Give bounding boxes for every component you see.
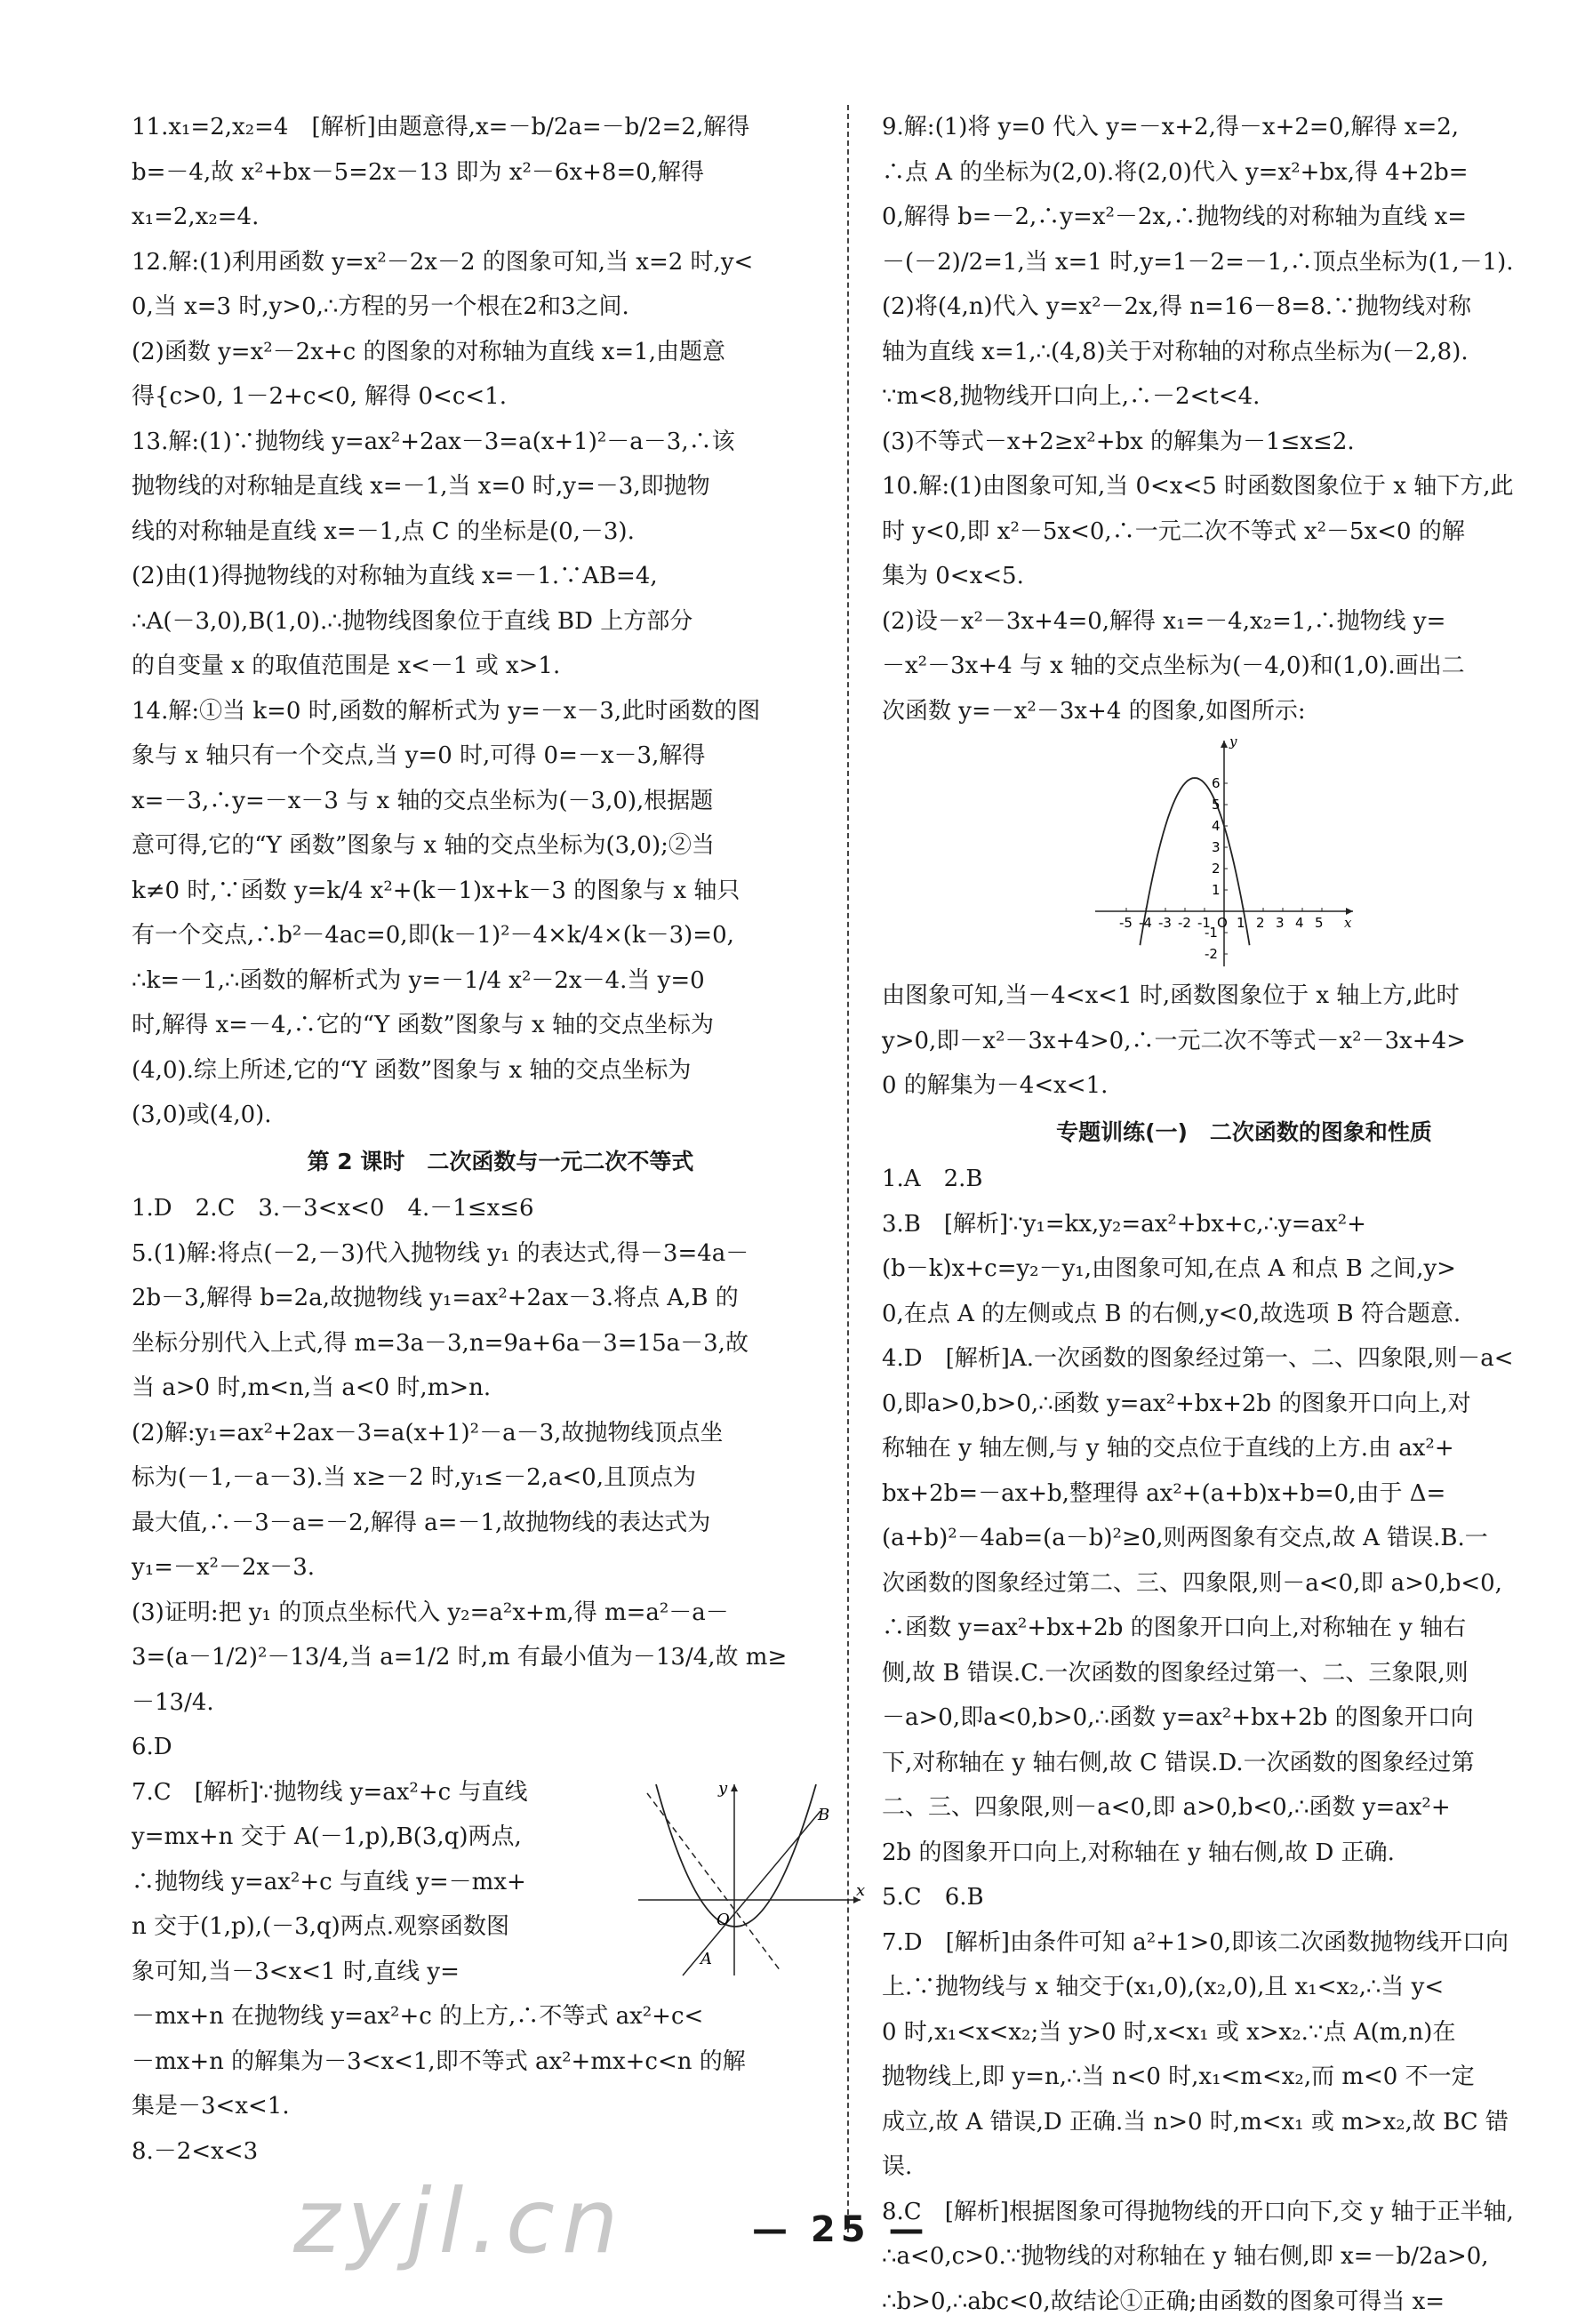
text-line: ∴函数 y=ax²+bx+2b 的图象开口向上,对称轴在 y 轴右: [882, 1606, 1593, 1651]
text-line: －x²－3x+4 与 x 轴的交点坐标为(－4,0)和(1,0).画出二: [882, 644, 1593, 689]
text-line: 3.B [解析]∵y₁=kx,y₂=ax²+bx+c,∴y=ax²+: [882, 1202, 1593, 1247]
x-tick-label: -4: [1139, 915, 1152, 931]
text-line: 0,当 x=3 时,y>0,∴方程的另一个根在2和3之间.: [132, 284, 869, 330]
special-answer-3: [882, 1202, 1593, 1337]
y-tick-label: 1: [1212, 882, 1221, 898]
text-line: 13.解:(1)∵抛物线 y=ax²+2ax－3=a(x+1)²－a－3,∴该: [132, 420, 869, 465]
text-line: －a>0,即a<0,b>0,∴函数 y=ax²+bx+2b 的图象开口向: [882, 1695, 1593, 1741]
text-line: 12.解:(1)利用函数 y=x²－2x－2 的图象可知,当 x=2 时,y<: [132, 240, 869, 285]
text-line: ∴抛物线 y=ax²+c 与直线 y=－mx+: [132, 1860, 612, 1905]
y-tick-label: -2: [1205, 946, 1218, 962]
page-number: — 25 —: [752, 2209, 930, 2250]
special-answers-5-6: 5.C 6.B: [882, 1875, 1593, 1920]
text-line: 有一个交点,∴b²－4ac=0,即(k－1)²－4×k/4×(k－3)=0,: [132, 913, 869, 958]
x-tick-label: 3: [1276, 915, 1285, 931]
special-training-title: 专题训练(一) 二次函数的图象和性质: [882, 1110, 1593, 1156]
text-line: x=－3,∴y=－x－3 与 x 轴的交点坐标为(－3,0),根据题: [132, 779, 869, 824]
text-line: 抛物线的对称轴是直线 x=－1,当 x=0 时,y=－3,即抛物: [132, 464, 869, 509]
text-line: (3,0)或(4,0).: [132, 1093, 869, 1138]
x-axis-arrow: [1346, 908, 1353, 915]
text-line: 称轴在 y 轴左侧,与 y 轴的交点位于直线的上方.由 ax²+: [882, 1426, 1593, 1471]
graph7-a-label: A: [699, 1950, 712, 1968]
answer-5: [132, 1231, 869, 1726]
text-line: 9.解:(1)将 y=0 代入 y=－x+2,得－x+2=0,解得 x=2,: [882, 105, 1593, 150]
text-line: ∴A(－3,0),B(1,0).∴抛物线图象位于直线 BD 上方部分: [132, 599, 869, 645]
graph7-y-label: y: [717, 1779, 728, 1798]
answer-6: 6.D: [132, 1725, 869, 1770]
text-line: (3)证明:把 y₁ 的顶点坐标代入 y₂=a²x+m,得 m=a²－a－: [132, 1591, 869, 1636]
special-answer-7: [882, 1920, 1593, 2190]
special-answers-1-2: 1.A 2.B: [882, 1157, 1593, 1202]
text-line: 二、三、四象限,则－a<0,即 a>0,b<0,∴函数 y=ax²+: [882, 1785, 1593, 1831]
text-line: ∵m<8,抛物线开口向上,∴－2<t<4.: [882, 374, 1593, 420]
text-line: 5.(1)解:将点(－2,－3)代入抛物线 y₁ 的表达式,得－3=4a－: [132, 1231, 869, 1277]
text-line: (2)将(4,n)代入 y=x²－2x,得 n=16－8=8.∵抛物线对称: [882, 284, 1593, 330]
text-line: (2)由(1)得抛物线的对称轴为直线 x=－1.∵AB=4,: [132, 554, 869, 599]
text-line: bx+2b=－ax+b,整理得 ax²+(a+b)x+b=0,由于 Δ=: [882, 1471, 1593, 1517]
text-line: 最大值,∴－3－a=－2,解得 a=－1,故抛物线的表达式为: [132, 1501, 869, 1546]
x-axis-label: x: [1344, 915, 1352, 931]
text-line: n 交于(1,p),(－3,q)两点.观察函数图: [132, 1904, 612, 1950]
answer-10-part-b: [882, 974, 1593, 1109]
text-line: 侧,故 B 错误.C.一次函数的图象经过第一、二、三象限,则: [882, 1651, 1593, 1696]
graph7-o-label: O: [716, 1911, 730, 1929]
text-line: 次函数 y=－x²－3x+4 的图象,如图所示:: [882, 689, 1593, 734]
text-line: 0,即a>0,b>0,∴函数 y=ax²+bx+2b 的图象开口向上,对: [882, 1382, 1593, 1427]
text-line: ∴k=－1,∴函数的解析式为 y=－1/4 x²－2x－4.当 y=0: [132, 958, 869, 1004]
answer-12: [132, 240, 869, 420]
graph10-axes: [1095, 733, 1353, 966]
special-answer-4: [882, 1336, 1593, 1875]
text-line: 线的对称轴是直线 x=－1,点 C 的坐标是(0,－3).: [132, 509, 869, 555]
text-line: 下,对称轴在 y 轴右侧,故 C 错误.D.一次函数的图象经过第: [882, 1741, 1593, 1786]
y-tick-label: 5: [1212, 797, 1221, 813]
text-line: 7.D [解析]由条件可知 a²+1>0,即该二次函数抛物线开口向: [882, 1920, 1593, 1966]
left-column: [132, 105, 869, 2174]
watermark-text: zyjl.cn: [293, 2169, 625, 2273]
answer-14: [132, 689, 869, 1138]
x-tick-label: 4: [1295, 915, 1304, 931]
text-line: 轴为直线 x=1,∴(4,8)关于对称轴的对称点坐标为(－2,8).: [882, 330, 1593, 375]
text-line: 14.解:①当 k=0 时,函数的解析式为 y=－x－3,此时函数的图: [132, 689, 869, 734]
text-line: －mx+n 在抛物线 y=ax²+c 的上方,∴不等式 ax²+c<: [132, 1994, 869, 2040]
text-line: b=－4,故 x²+bx－5=2x－13 即为 x²－6x+8=0,解得: [132, 150, 869, 196]
x-tick-label: -2: [1178, 915, 1191, 931]
text-line: 坐标分别代入上式,得 m=3a－3,n=9a+6a－3=15a－3,故: [132, 1321, 869, 1366]
text-line: 象可知,当－3<x<1 时,直线 y=: [132, 1950, 612, 1995]
text-line: 2b 的图象开口向上,对称轴在 y 轴右侧,故 D 正确.: [882, 1831, 1593, 1876]
text-line: (b－k)x+c=y₂－y₁,由图象可知,在点 A 和点 B 之间,y>: [882, 1246, 1593, 1292]
x-tick-label: 1: [1237, 915, 1245, 931]
text-line: y=mx+n 交于 A(－1,p),B(3,q)两点,: [132, 1815, 612, 1860]
text-line: 抛物线上,即 y=n,∴当 n<0 时,x₁<m<x₂,而 m<0 不一定: [882, 2055, 1593, 2100]
text-line: 0 的解集为－4<x<1.: [882, 1063, 1593, 1109]
text-line: 误.: [882, 2144, 1593, 2190]
text-line: (2)解:y₁=ax²+2ax－3=a(x+1)²－a－3,故抛物线顶点坐: [132, 1411, 869, 1456]
text-line: ∴点 A 的坐标为(2,0).将(2,0)代入 y=x²+bx,得 4+2b=: [882, 150, 1593, 196]
text-line: 标为(－1,－a－3).当 x≥－2 时,y₁≤－2,a<0,且顶点为: [132, 1455, 869, 1501]
text-line: －mx+n 的解集为－3<x<1,即不等式 ax²+mx+c<n 的解: [132, 2040, 869, 2085]
text-line: 7.C [解析]∵抛物线 y=ax²+c 与直线: [132, 1770, 612, 1815]
answer-13: [132, 420, 869, 689]
text-line: ∴b>0,∴abc<0,故结论①正确;由函数的图象可得当 x=: [882, 2280, 1593, 2324]
text-line: 集是－3<x<1.: [132, 2084, 869, 2129]
text-line: －(－2)/2=1,当 x=1 时,y=1－2=－1,∴顶点坐标为(1,－1).: [882, 240, 1593, 285]
answer-10-part-a: [882, 464, 1593, 733]
x-tick-label: -3: [1158, 915, 1172, 931]
x-tick-label: -5: [1119, 915, 1133, 931]
y-tick-label: -1: [1205, 925, 1218, 941]
y-axis-arrow: [1221, 741, 1228, 748]
y-tick-label: 6: [1212, 775, 1221, 791]
text-line: 得{c>0, 1－2+c<0, 解得 0<c<1.: [132, 374, 869, 420]
text-line: 8.C [解析]根据图象可得抛物线的开口向下,交 y 轴于正半轴,: [882, 2190, 1593, 2235]
text-line: 0 时,x₁<x<x₂;当 y>0 时,x<x₁ 或 x>x₂.∵点 A(m,n)在: [882, 2010, 1593, 2056]
text-line: (2)函数 y=x²－2x+c 的图象的对称轴为直线 x=1,由题意: [132, 330, 869, 375]
answer-10-graph: [882, 733, 1593, 974]
text-line: k≠0 时,∵函数 y=k/4 x²+(k－1)x+k－3 的图象与 x 轴只: [132, 869, 869, 914]
parabola-curve: [1140, 778, 1249, 945]
special-answer-8: [882, 2190, 1593, 2324]
x-tick-label: -1: [1197, 915, 1211, 931]
text-line: (3)不等式－x+2≥x²+bx 的解集为－1≤x≤2.: [882, 420, 1593, 465]
answer-7-graph: [629, 1775, 869, 1980]
text-line: 3=(a－1/2)²－13/4,当 a=1/2 时,m 有最小值为－13/4,故 m≥: [132, 1635, 869, 1680]
y-tick-label: 4: [1212, 818, 1221, 834]
answer-8: 8.－2<x<3: [132, 2129, 869, 2175]
answer-7: [132, 1770, 869, 2129]
graph7-b-label: B: [817, 1806, 829, 1824]
answers-1-to-4: 1.D 2.C 3.－3<x<0 4.－1≤x≤6: [132, 1186, 869, 1231]
text-line: 当 a>0 时,m<n,当 a<0 时,m>n.: [132, 1366, 869, 1411]
text-line: (2)设－x²－3x+4=0,解得 x₁=－4,x₂=1,∴抛物线 y=: [882, 599, 1593, 645]
parabola-graph: [1077, 733, 1371, 974]
section-title-lesson-2: 第 2 课时 二次函数与一元二次不等式: [132, 1140, 869, 1185]
answer-9: [882, 105, 1593, 464]
text-line: 4.D [解析]A.一次函数的图象经过第一、二、四象限,则－a<: [882, 1336, 1593, 1382]
y-tick-label: 2: [1212, 861, 1221, 877]
text-line: 由图象可知,当－4<x<1 时,函数图象位于 x 轴上方,此时: [882, 974, 1593, 1019]
text-line: 2b－3,解得 b=2a,故抛物线 y₁=ax²+2ax－3.将点 A,B 的: [132, 1276, 869, 1321]
text-line: y>0,即－x²－3x+4>0,∴一元二次不等式－x²－3x+4>: [882, 1019, 1593, 1064]
text-line: 意可得,它的“Y 函数”图象与 x 轴的交点坐标为(3,0);②当: [132, 823, 869, 869]
text-line: 11.x₁=2,x₂=4 [解析]由题意得,x=－b/2a=－b/2=2,解得: [132, 105, 869, 150]
right-column: [882, 105, 1593, 2324]
text-line: －13/4.: [132, 1680, 869, 1726]
y-axis-label: y: [1229, 733, 1237, 749]
y-tick-label: 3: [1212, 839, 1221, 855]
text-line: x₁=2,x₂=4.: [132, 195, 869, 240]
text-line: 象与 x 轴只有一个交点,当 y=0 时,可得 0=－x－3,解得: [132, 733, 869, 779]
text-line: (a+b)²－4ab=(a－b)²≥0,则两图象有交点,故 A 错误.B.一: [882, 1516, 1593, 1561]
text-line: 0,在点 A 的左侧或点 B 的右侧,y<0,故选项 B 符合题意.: [882, 1292, 1593, 1337]
text-line: ∴a<0,c>0.∵抛物线的对称轴在 y 轴右侧,即 x=－b/2a>0,: [882, 2234, 1593, 2280]
text-line: 10.解:(1)由图象可知,当 0<x<5 时函数图象位于 x 轴下方,此: [882, 464, 1593, 509]
x-tick-label: 5: [1315, 915, 1324, 931]
text-line: 成立,故 A 错误,D 正确.当 n>0 时,m<x₁ 或 m>x₂,故 BC 错: [882, 2100, 1593, 2145]
answer-11: [132, 105, 869, 240]
x-tick-label: 2: [1256, 915, 1265, 931]
text-line: 次函数的图象经过第二、三、四象限,则－a<0,即 a>0,b<0,: [882, 1561, 1593, 1607]
x-tick-label: O: [1217, 915, 1228, 931]
text-line: y₁=－x²－2x－3.: [132, 1545, 869, 1591]
text-line: 上.∵抛物线与 x 轴交于(x₁,0),(x₂,0),且 x₁<x₂,∴当 y<: [882, 1965, 1593, 2010]
text-line: (4,0).综上所述,它的“Y 函数”图象与 x 轴的交点坐标为: [132, 1048, 869, 1094]
graph7-x-label: x: [856, 1881, 865, 1900]
text-line: 0,解得 b=－2,∴y=x²－2x,∴抛物线的对称轴为直线 x=: [882, 195, 1593, 240]
text-line: 集为 0<x<5.: [882, 554, 1593, 599]
text-line: 时,解得 x=－4,∴它的“Y 函数”图象与 x 轴的交点坐标为: [132, 1003, 869, 1048]
text-line: 的自变量 x 的取值范围是 x<－1 或 x>1.: [132, 644, 869, 689]
text-line: 时 y<0,即 x²－5x<0,∴一元二次不等式 x²－5x<0 的解: [882, 509, 1593, 555]
